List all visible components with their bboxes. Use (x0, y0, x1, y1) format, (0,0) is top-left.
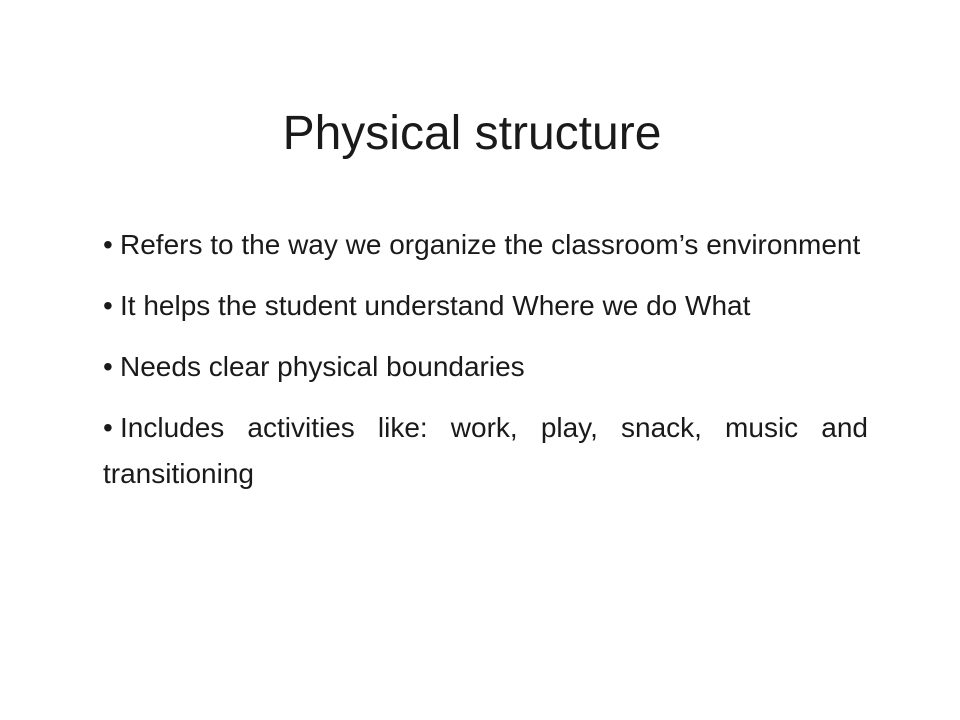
bullet-item (103, 283, 868, 329)
bullet-item (103, 222, 868, 268)
bullet-icon: • (103, 290, 113, 321)
bullet-item (103, 344, 868, 390)
bullet-icon: • (103, 412, 113, 443)
bullet-text: Needs clear physical boundaries (120, 351, 525, 382)
bullet-text: Includes activities like: work, play, snack, music and transitioning (103, 412, 868, 489)
bullet-icon: • (103, 351, 113, 382)
bullet-item (103, 405, 868, 497)
bullet-text: Refers to the way we organize the classroom’s environment (120, 229, 861, 260)
bullet-list (103, 222, 868, 512)
bullet-icon: • (103, 229, 113, 260)
bullet-text: It helps the student understand Where we do What (120, 290, 751, 321)
slide-title: Physical structure (282, 107, 662, 160)
